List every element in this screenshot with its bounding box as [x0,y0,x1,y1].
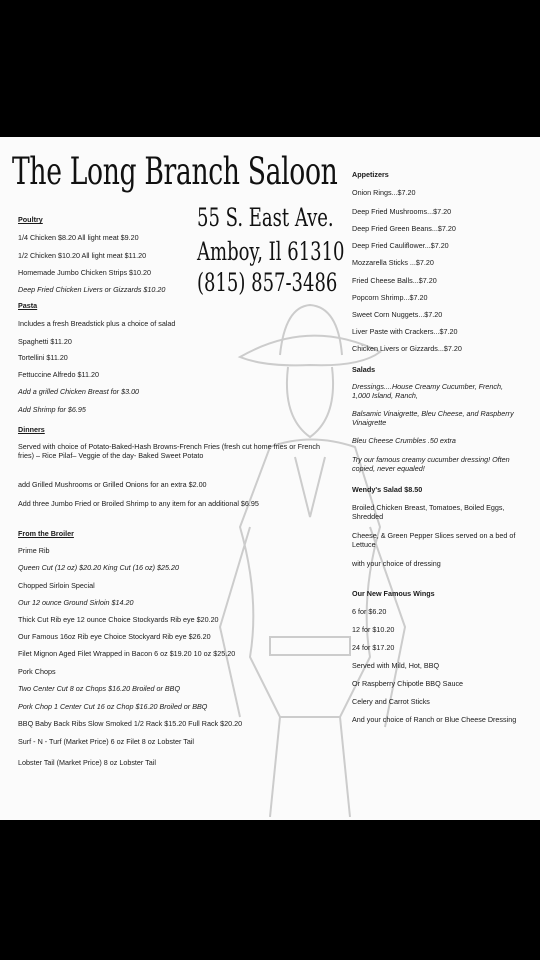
menu-item: Queen Cut (12 oz) $20.20 King Cut (16 oz) $25.20 [18,563,180,572]
address-city: Amboy, Il 61310 [197,237,345,266]
appetizer-item: Deep Fried Cauliflower...$7.20 [352,241,449,250]
menu-item: Filet Mignon Aged Filet Wrapped in Bacon 6 oz $19.20 10 oz $25.20 [18,649,236,658]
menu-addon: Add three Jumbo Fried or Broiled Shrimp to any item for an additional $6.95 [18,499,259,508]
poultry-heading: Poultry [18,215,43,224]
menu-item: Thick Cut Rib eye 12 ounce Choice Stockyards Rib eye $20.20 [18,615,219,624]
menu-item: Our Famous 16oz Rib eye Choice Stockyard Rib eye $26.20 [18,632,211,641]
wing-item: And your choice of Ranch or Blue Cheese Dressing [352,715,517,724]
wings-heading: Our New Famous Wings [352,589,435,598]
restaurant-title: The Long Branch Saloon [12,150,338,193]
appetizer-item: Onion Rings...$7.20 [352,188,416,197]
wing-item: Served with Mild, Hot, BBQ [352,661,440,670]
menu-item: BBQ Baby Back Ribs Slow Smoked 1/2 Rack $15.20 Full Rack $20.20 [18,719,243,728]
menu-addon: Add a grilled Chicken Breast for $3.00 [18,387,140,396]
dinners-note: Served with choice of Potato-Baked-Hash Browns-French Fries (fresh cut home fries or French fries) – Rice Pilaf– Veggie of the day- Baked Sweet Potato [18,442,320,460]
dinners-heading: Dinners [18,425,45,434]
menu-item: Tortellini $11.20 [18,353,68,362]
menu-item: Surf - N - Turf (Market Price) 6 oz Filet 8 oz Lobster Tail [18,737,195,746]
menu-item: Homemade Jumbo Chicken Strips $10.20 [18,268,152,277]
menu-item: Pork Chops [18,667,56,676]
menu-item: Fettuccine Alfredo $11.20 [18,370,99,379]
wing-item: 6 for $6.20 [352,607,387,616]
menu-page [0,137,540,820]
menu-item: Spaghetti $11.20 [18,337,72,346]
wing-item: Or Raspberry Chipotle BBQ Sauce [352,679,464,688]
salad-note: Balsamic Vinaigrette, Bleu Cheese, and Raspberry Vinaigrette [352,409,514,427]
cowboy-illustration [210,297,410,817]
menu-item: 1/4 Chicken $8.20 All light meat $9.20 [18,233,139,242]
salad-note: Dressings....House Creamy Cucumber, French, 1,000 Island, Ranch, [352,382,503,400]
pasta-note: Includes a fresh Breadstick plus a choice of salad [18,319,176,328]
menu-item: Deep Fried Chicken Livers or Gizzards $10.20 [18,285,166,294]
appetizer-item: Fried Cheese Balls...$7.20 [352,276,437,285]
wing-item: Celery and Carrot Sticks [352,697,430,706]
appetizer-item: Mozzarella Sticks ...$7.20 [352,258,434,267]
menu-item: Two Center Cut 8 oz Chops $16.20 Broiled or BBQ [18,684,181,693]
salad-note: Try our famous creamy cucumber dressing! Often copied, never equaled! [352,455,510,473]
menu-item: Our 12 ounce Ground Sirloin $14.20 [18,598,134,607]
appetizer-item: Deep Fried Green Beans...$7.20 [352,224,456,233]
salad-note: Cheese, & Green Pepper Slices served on a bed of Lettuce [352,531,516,549]
salad-note: Broiled Chicken Breast, Tomatoes, Boiled Eggs, Shredded [352,503,505,521]
menu-item: Chopped Sirloin Special [18,581,95,590]
wendys-salad: Wendy's Salad $8.50 [352,485,423,494]
phone-number: (815) 857-3486 [197,268,338,297]
appetizer-item: Liver Paste with Crackers...$7.20 [352,327,458,336]
address-street: 55 S. East Ave. [197,203,334,232]
menu-item: 1/2 Chicken $10.20 All light meat $11.20 [18,251,147,260]
broiler-heading: From the Broiler [18,529,74,538]
wing-item: 24 for $17.20 [352,643,395,652]
pasta-heading: Pasta [18,301,38,310]
appetizer-item: Deep Fried Mushrooms...$7.20 [352,207,452,216]
menu-item: Pork Chop 1 Center Cut 16 oz Chop $16.20 Broiled or BBQ [18,702,208,711]
salad-note: Bleu Cheese Crumbles .50 extra [352,436,456,445]
salad-note: with your choice of dressing [352,559,441,568]
appetizer-item: Sweet Corn Nuggets...$7.20 [352,310,443,319]
appetizer-item: Chicken Livers or Gizzards...$7.20 [352,344,462,353]
appetizer-item: Popcorn Shrimp...$7.20 [352,293,428,302]
salads-heading: Salads [352,365,376,374]
appetizers-heading: Appetizers [352,170,389,179]
menu-addon: add Grilled Mushrooms or Grilled Onions for an extra $2.00 [18,480,207,489]
menu-addon: Add Shrimp for $6.95 [18,405,86,414]
wing-item: 12 for $10.20 [352,625,395,634]
menu-item: Lobster Tail (Market Price) 8 oz Lobster Tail [18,758,156,767]
menu-item: Prime Rib [18,546,50,555]
